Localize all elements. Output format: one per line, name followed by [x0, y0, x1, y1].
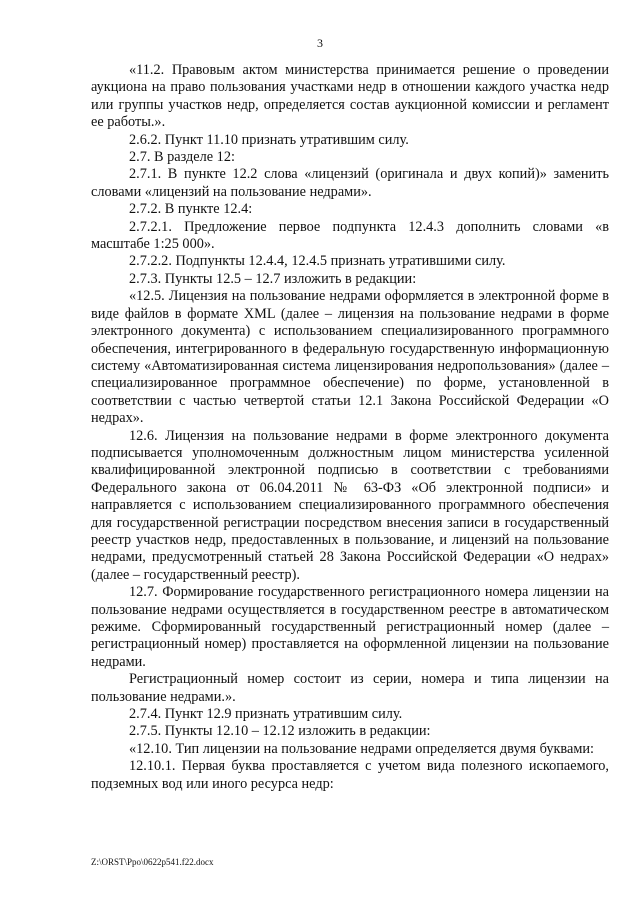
paragraph-2-7-4: 2.7.4. Пункт 12.9 признать утратившим силу. — [129, 706, 403, 723]
paragraph-12-7: 12.7. Формирование государственного регистрационного номера лицензии на пользование недрами осуществляется в государственном реестре в автоматическом режиме. Сформированный государственный регистрационный номер (далее – регистрационный номер) проставляется на оформленной лицензии на пользование недрами. — [91, 584, 609, 670]
paragraph-12-10: «12.10. Тип лицензии на пользование недрами определяется двумя буквами: — [129, 740, 594, 757]
paragraph-11-2: «11.2. Правовым актом министерства принимается решение о проведении аукциона на право пользования участками недр в отношении каждого участка недр или группы участков недр, определяется состав аукционной комиссии и регламент ее работы.». — [91, 62, 609, 131]
paragraph-2-7-3: 2.7.3. Пункты 12.5 – 12.7 изложить в редакции: — [129, 270, 417, 287]
paragraph-2-7-5: 2.7.5. Пункты 12.10 – 12.12 изложить в редакции: — [129, 723, 431, 740]
footer-file-path: Z:\ORST\Ppo\0622p541.f22.docx — [91, 857, 214, 867]
paragraph-2-6-2: 2.6.2. Пункт 11.10 признать утратившим силу. — [129, 131, 409, 148]
paragraph-2-7: 2.7. В разделе 12: — [129, 149, 235, 166]
paragraph-2-7-2-1: 2.7.2.1. Предложение первое подпункта 12.4.3 дополнить словами «в масштабе 1:25 000». — [91, 218, 609, 253]
paragraph-registration-number: Регистрационный номер состоит из серии, номера и типа лицензии на пользование недрами.». — [91, 671, 609, 705]
paragraph-2-7-2-2: 2.7.2.2. Подпункты 12.4.4, 12.4.5 признать утратившими силу. — [129, 253, 506, 270]
page-number: 3 — [317, 36, 323, 50]
paragraph-12-10-1: 12.10.1. Первая буква проставляется с учетом вида полезного ископаемого, подземных вод или иного ресурса недр: — [91, 758, 609, 792]
document-body — [91, 62, 609, 793]
paragraph-2-7-1: 2.7.1. В пункте 12.2 слова «лицензий (оригинала и двух копий)» заменить словами «лицензий на пользование недрами». — [91, 166, 609, 200]
paragraph-2-7-2: 2.7.2. В пункте 12.4: — [129, 201, 253, 218]
paragraph-12-6: 12.6. Лицензия на пользование недрами в форме электронного документа подписывается уполномоченным должностным лицом министерства усиленной квалифицированной электронной подписью в соответствии с требованиями Федерального закона от 06.04.2011 № 63-ФЗ «Об электронной подписи» и направляется с использованием специализированного программного обеспечения для государственной регистрации посредством внесения записи в государственный реестр участков недр, предоставленных в пользование, и лицензий на пользование недрами, предусмотренный статьей 28 Закона Российской Федерации «О недрах» (далее – государственный реестр). — [91, 427, 609, 583]
paragraph-12-5: «12.5. Лицензия на пользование недрами оформляется в электронной форме в виде файлов в формате XML (далее – лицензия на пользование недрами в форме электронного документа) с использованием специализированного программного обеспечения, интегрированного в федеральную государственную информационную систему «Автоматизированная система лицензирования недропользования» (далее – специализированное программное обеспечение) по форме, установленной в соответствии с частью четвертой статьи 12.1 Закона Российской Федерации «О недрах». — [91, 288, 609, 427]
